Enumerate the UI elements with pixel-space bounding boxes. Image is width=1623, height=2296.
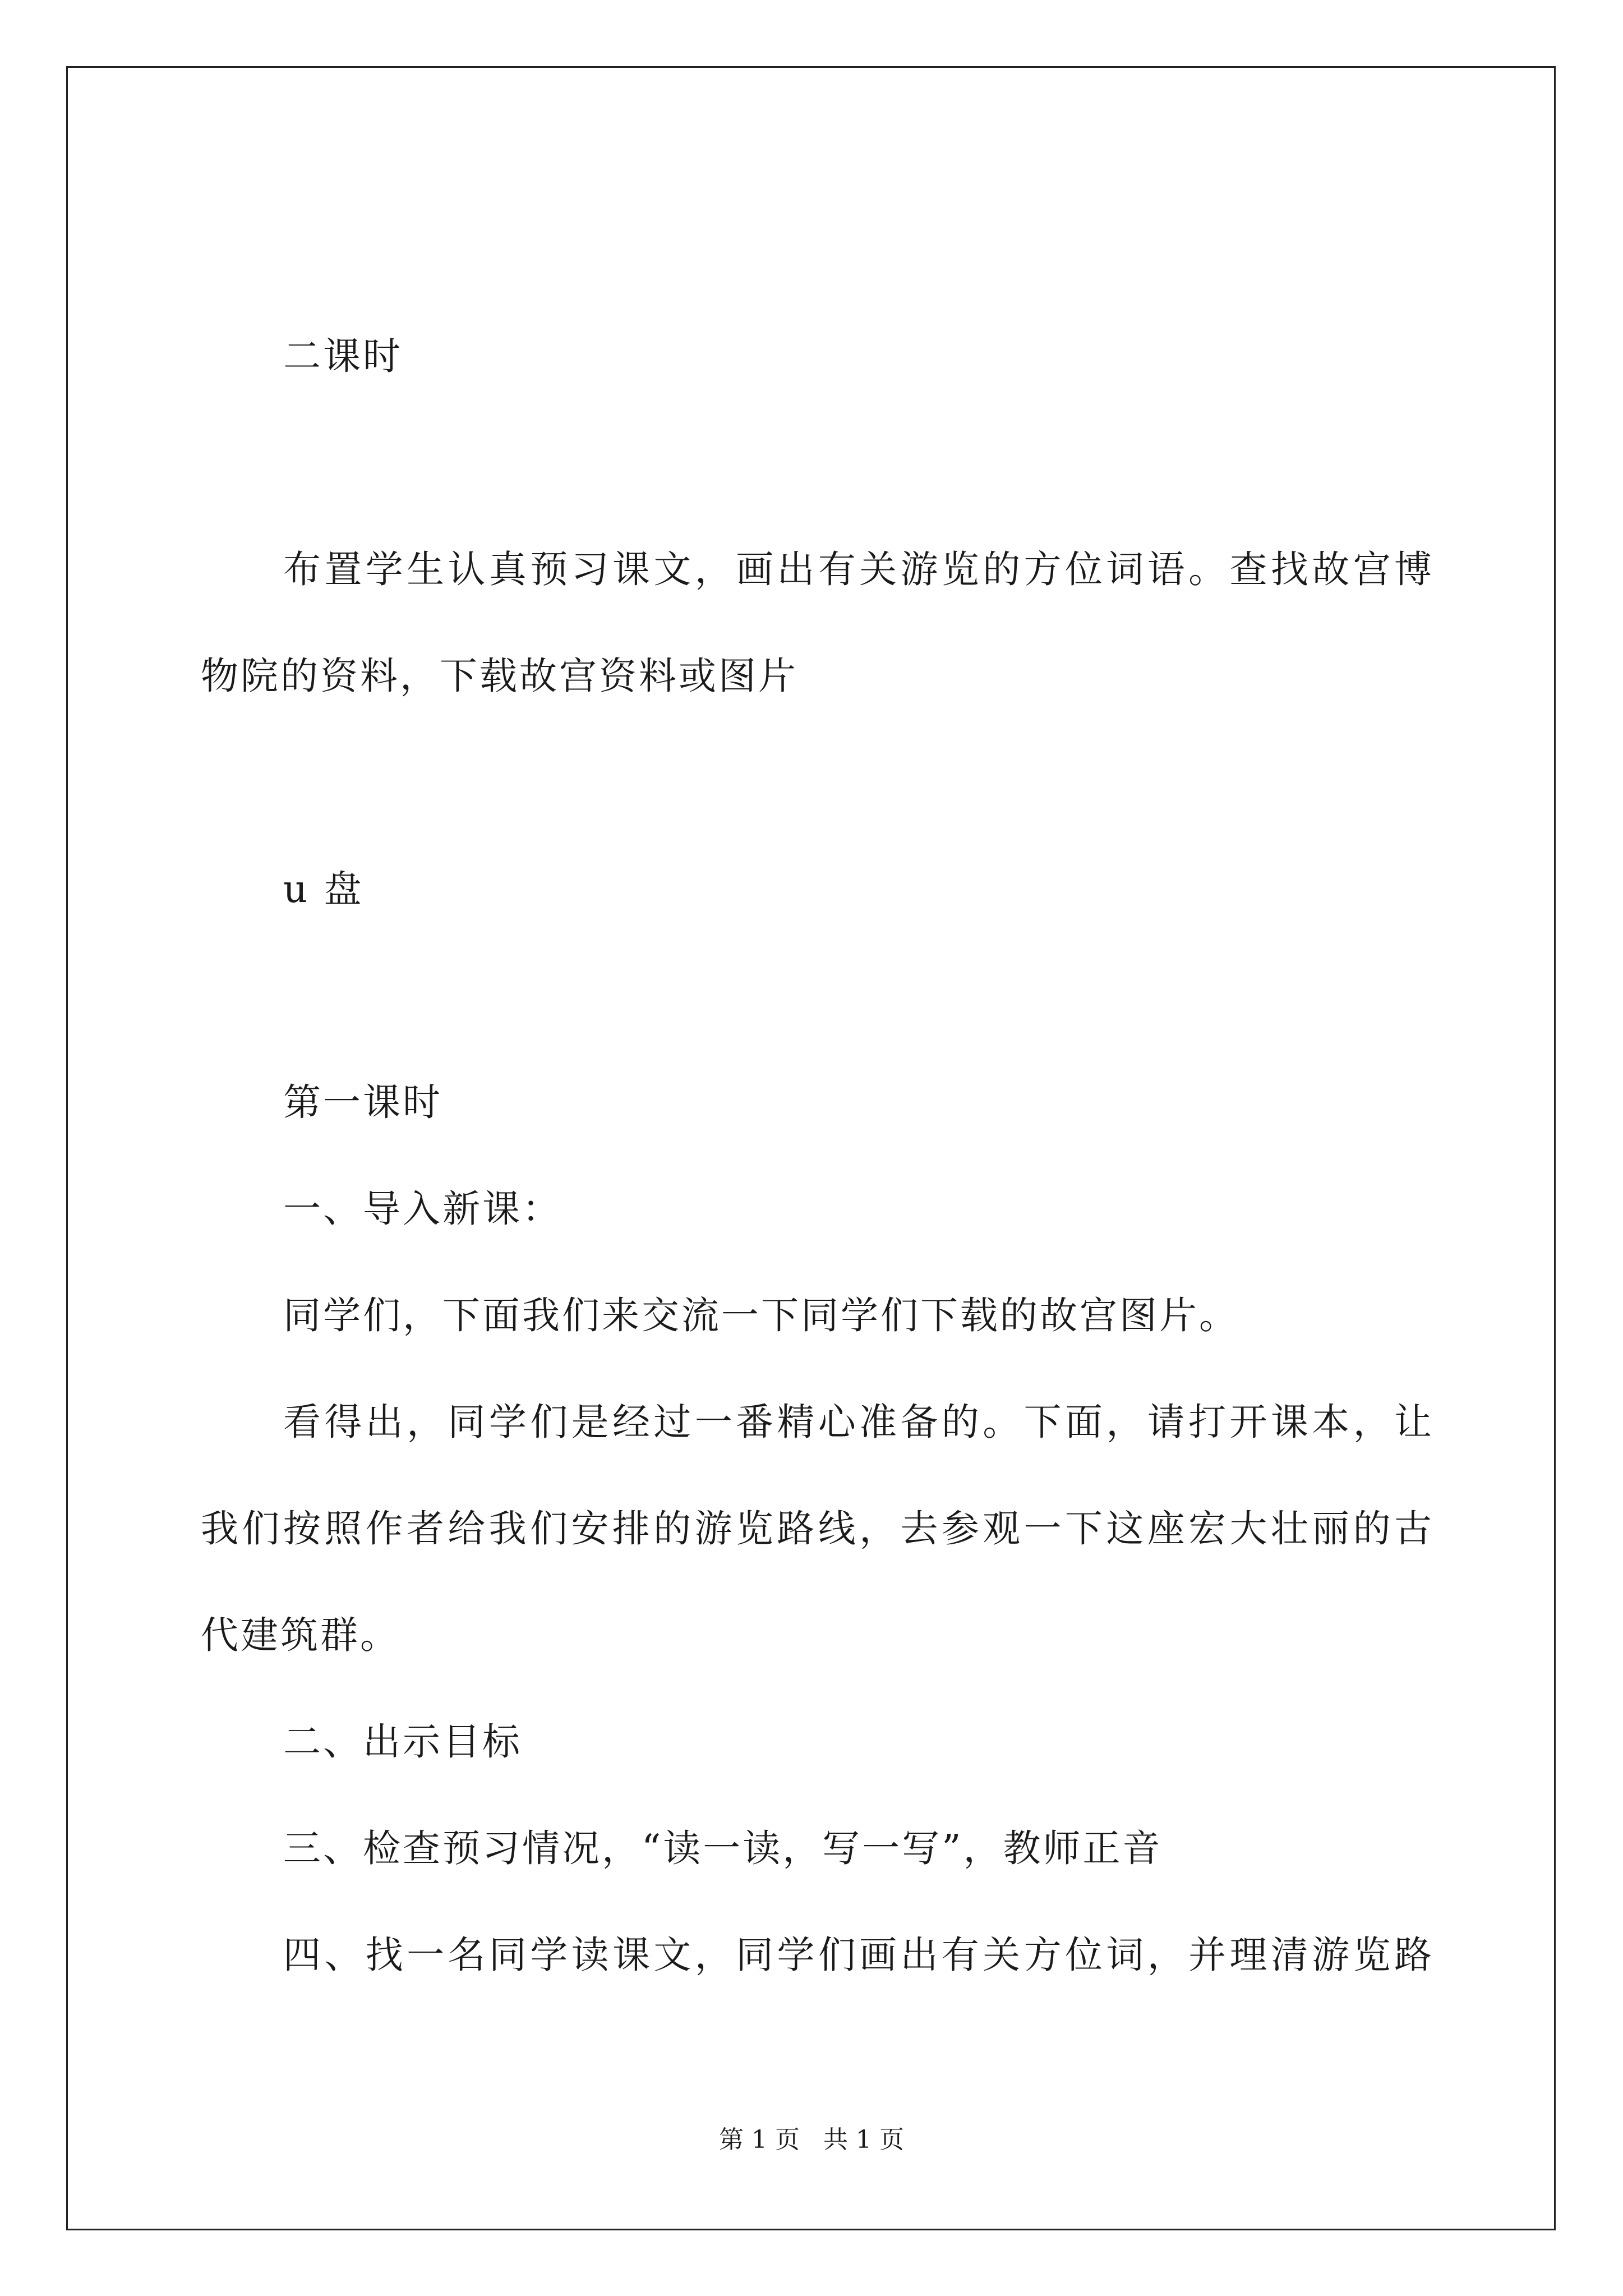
paragraph-line: 一、导入新课： <box>283 1187 562 1231</box>
paragraph-line: 看得出，同学们是经过一番精心准备的。下面，请打开课本，让 <box>283 1400 1432 1444</box>
page-border <box>66 66 1556 2230</box>
page-footer: 第 1 页 共 1 页 <box>719 2125 904 2154</box>
paragraph-line: 我们按照作者给我们安排的游览路线，去参观一下这座宏大壮丽的古 <box>201 1507 1432 1550</box>
paragraph-line: 二、出示目标 <box>283 1720 522 1764</box>
paragraph-line: 布置学生认真预习课文，画出有关游览的方位词语。查找故宫博 <box>283 547 1432 591</box>
paragraph-line: 同学们，下面我们来交流一下同学们下载的故宫图片。 <box>283 1294 1239 1337</box>
section-heading: 二课时 <box>283 334 403 378</box>
paragraph-line: 物院的资料，下载故宫资料或图片 <box>201 654 798 698</box>
lesson-heading: 第一课时 <box>283 1080 442 1124</box>
paragraph-line: 代建筑群。 <box>201 1613 400 1657</box>
paragraph-line: 四、找一名同学读课文，同学们画出有关方位词，并理清游览路 <box>283 1933 1432 1977</box>
paragraph-line: u 盘 <box>283 867 364 911</box>
paragraph-line: 三、检查预习情况，“读一读，写一写”，教师正音 <box>283 1826 1163 1870</box>
